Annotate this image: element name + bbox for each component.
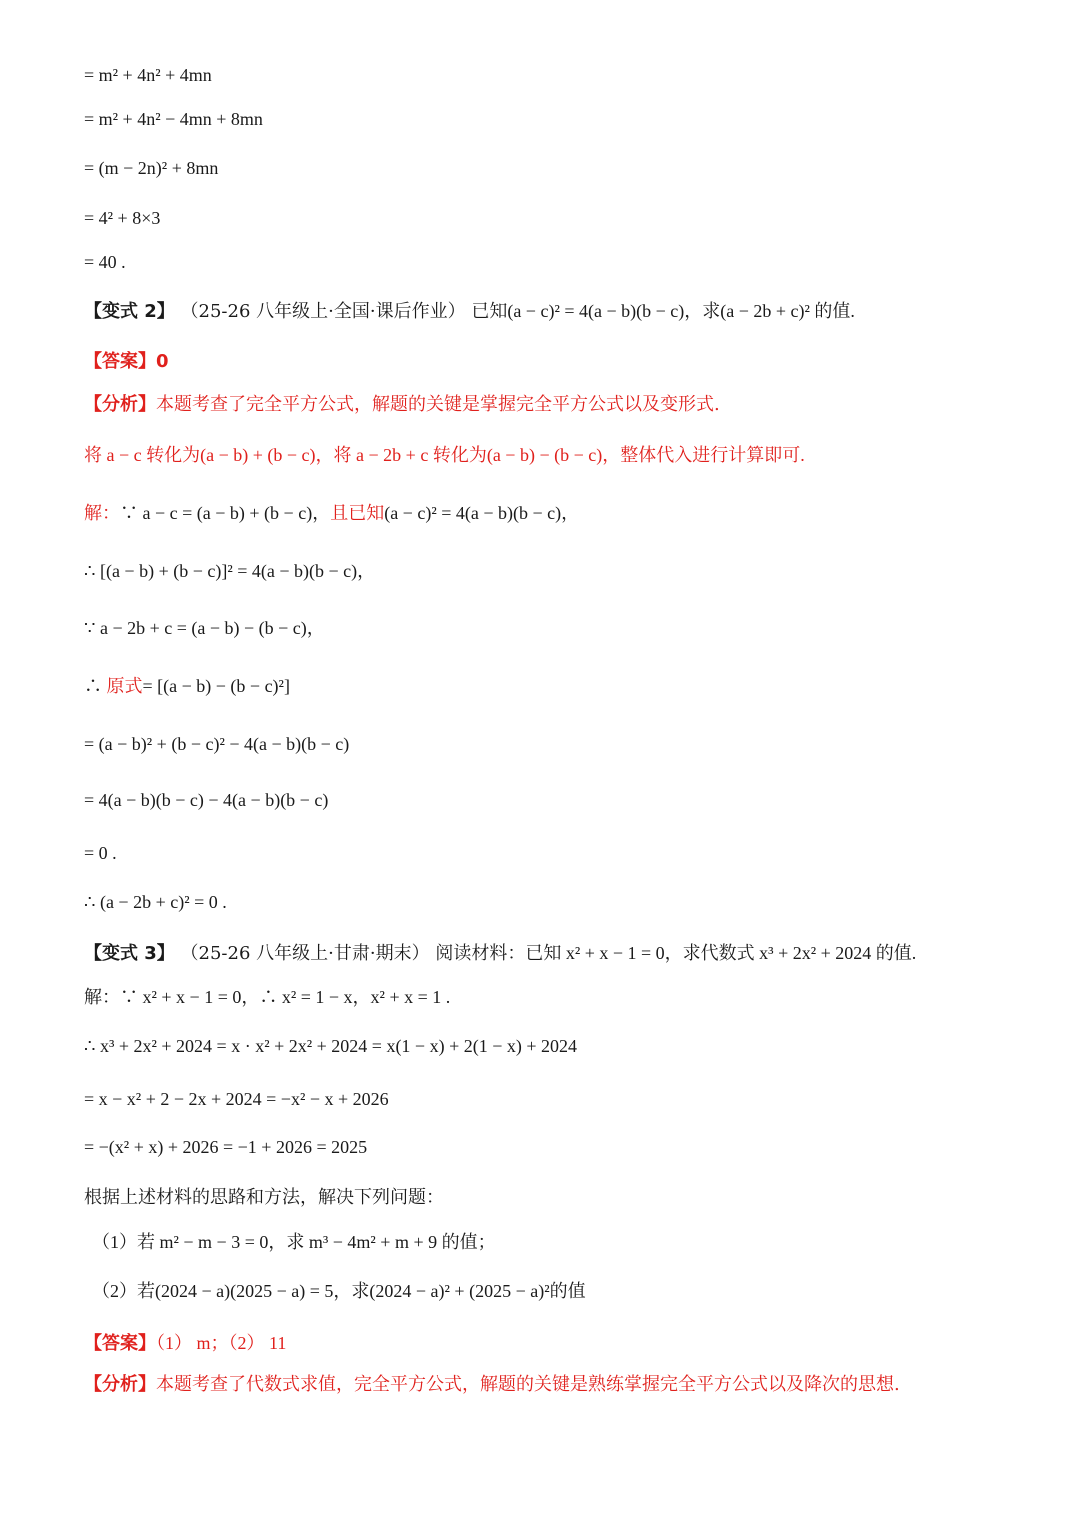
analysis-row	[84, 392, 1040, 418]
solution-step: ∴ (a − 2b + c)² = 0 .	[84, 892, 227, 912]
solution-step: = x − x² + 2 − 2x + 2024 = −x² − x + 2026	[84, 1089, 389, 1109]
solution-text: 且已知	[330, 503, 385, 523]
analysis-row	[84, 1372, 1040, 1398]
solution-step: ∵ a − 2b + c = (a − b) − (b − c)，	[84, 618, 325, 638]
task-text: 根据上述材料的思路和方法，解决下列问题：	[84, 1187, 444, 1208]
variant-question: 已知(a − c)² = 4(a − b)(b − c)，求(a − 2b + c)² 的值.	[471, 301, 855, 321]
analysis-label: 【分析】	[84, 1374, 156, 1395]
question-2: （2）若(2024 − a)(2025 − a) = 5，求(2024 − a)² + (2025 − a)²的值	[92, 1281, 586, 1301]
solution-label: 解：	[84, 503, 120, 523]
question-1: （1）若 m² − m − 3 = 0，求 m³ − 4m² + m + 9 的值；	[92, 1232, 496, 1252]
analysis-hint: 将 a − c 转化为(a − b) + (b − c)，将 a − 2b + c 转化为(a − b) − (b − c)，整体代入进行计算即可.	[84, 445, 805, 465]
solution-step: = (m − 2n)² + 8mn	[84, 158, 219, 178]
analysis-text: 本题考查了代数式求值，完全平方公式，解题的关键是熟练掌握完全平方公式以及降次的思想.	[156, 1374, 900, 1395]
answer-value: 0	[156, 351, 169, 372]
solution-text: ∴	[84, 676, 107, 696]
solution-step: = 4(a − b)(b − c) − 4(a − b)(b − c)	[84, 790, 329, 810]
solution-step	[84, 500, 1040, 526]
variant-tag: 【变式 2】	[84, 301, 175, 322]
solution-step: = m² + 4n² + 4mn	[84, 65, 212, 85]
variant-3-heading	[84, 940, 1040, 967]
solution-text: (a − c)² = 4(a − b)(b − c)，	[384, 503, 580, 523]
solution-step: = 40 .	[84, 252, 126, 272]
solution-text: 原式	[106, 676, 143, 696]
solution-step	[84, 673, 1040, 699]
variant-source: （25-26 八年级上·全国·课后作业）	[180, 301, 466, 322]
answer-row	[84, 349, 1040, 375]
solution-step: = 0 .	[84, 843, 117, 863]
solution-step: = 4² + 8×3	[84, 208, 161, 228]
answer-row	[84, 1330, 1040, 1357]
variant-source: （25-26 八年级上·甘肃·期末）	[180, 943, 430, 964]
variant-tag: 【变式 3】	[84, 943, 175, 964]
variant-question: 阅读材料：已知 x² + x − 1 = 0，求代数式 x³ + 2x² + 2024 的值.	[435, 943, 917, 963]
answer-value: （1） m；（2） 11	[156, 1333, 287, 1353]
solution-text: ∵ a − c = (a − b) + (b − c)，	[120, 503, 331, 523]
solution-step: ∴ [(a − b) + (b − c)]² = 4(a − b)(b − c)，	[84, 561, 376, 581]
solution-step: = −(x² + x) + 2026 = −1 + 2026 = 2025	[84, 1137, 368, 1157]
solution-step: 解：∵ x² + x − 1 = 0，∴ x² = 1 − x，x² + x = 1 .	[84, 987, 451, 1007]
variant-2-heading	[84, 298, 1040, 325]
solution-step: = m² + 4n² − 4mn + 8mn	[84, 109, 263, 129]
solution-step: ∴ x³ + 2x² + 2024 = x · x² + 2x² + 2024 = x(1 − x) + 2(1 − x) + 2024	[84, 1036, 578, 1056]
analysis-text: 本题考查了完全平方公式，解题的关键是掌握完全平方公式以及变形式.	[156, 394, 720, 415]
analysis-label: 【分析】	[84, 394, 156, 415]
solution-text: = [(a − b) − (b − c)²]	[142, 676, 290, 696]
solution-step: = (a − b)² + (b − c)² − 4(a − b)(b − c)	[84, 734, 350, 754]
answer-label: 【答案】	[84, 351, 156, 372]
answer-label: 【答案】	[84, 1333, 156, 1354]
